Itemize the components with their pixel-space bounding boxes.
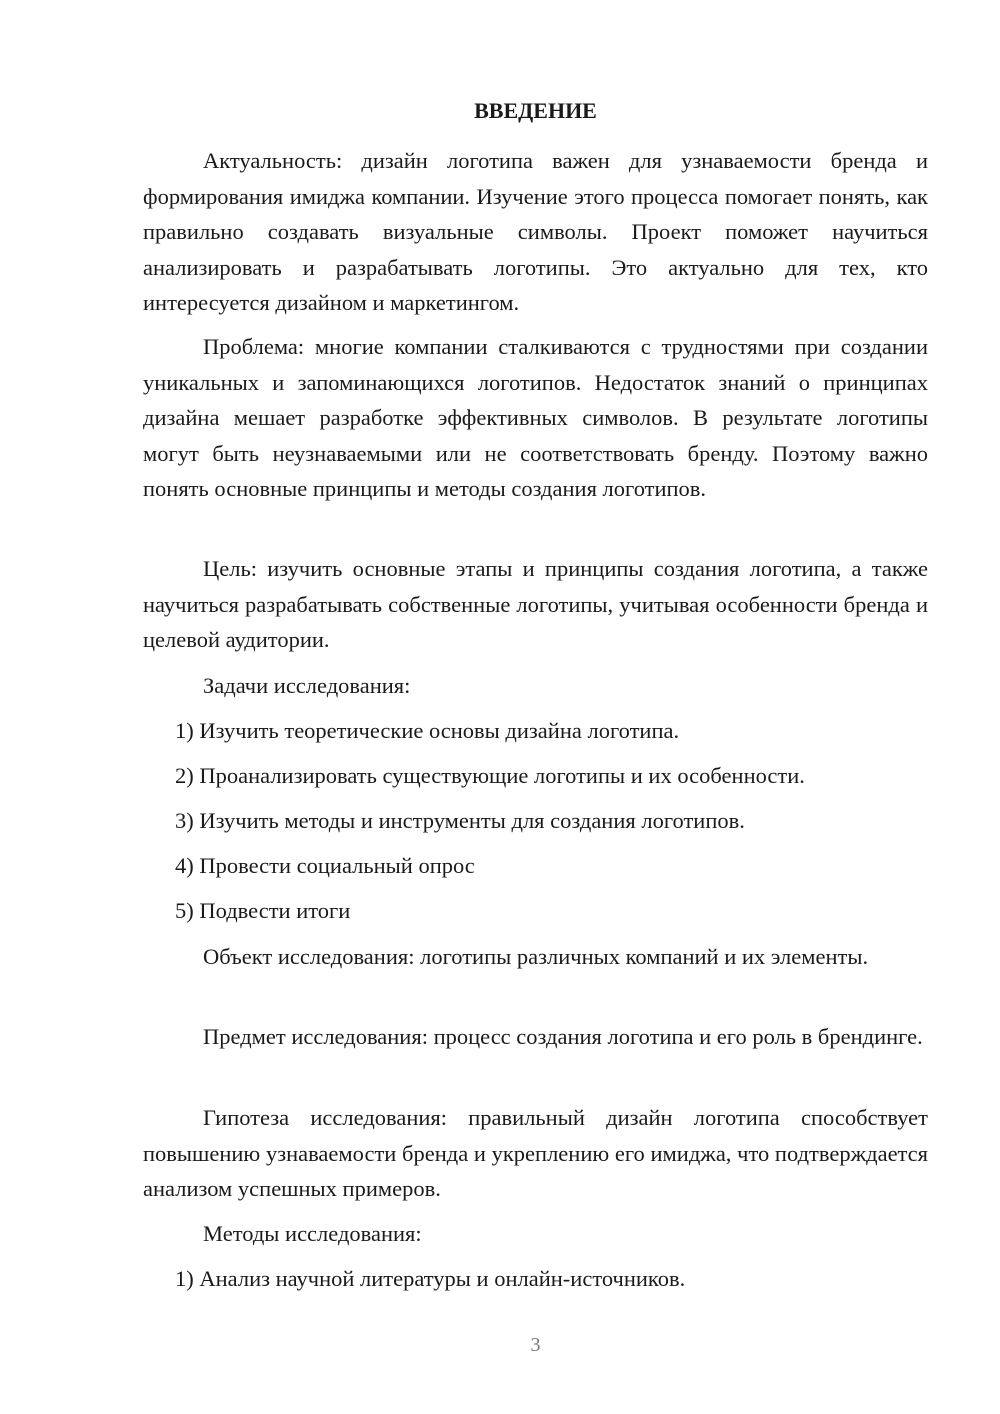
task-item: 4) Провести социальный опрос <box>175 853 475 878</box>
method-item: 1) Анализ научной литературы и онлайн-источников. <box>175 1266 686 1291</box>
problem-paragraph: Проблема: многие компании сталкиваются с трудностями при создании уникальных и запоминающихся логотипов. Недостаток знаний о принципах дизайна мешает разработке эффективных символов. В результате логотипы могут быть неузнаваемыми или не соответствовать бренду. Поэтому важно понять основные принципы и методы создания логотипов. <box>143 334 928 501</box>
hypothesis-paragraph: Гипотеза исследования: правильный дизайн логотипа способствует повышению узнаваемости бренда и укреплению его имиджа, что подтверждается анализом успешных примеров. <box>143 1105 928 1201</box>
goal-paragraph: Цель: изучить основные этапы и принципы создания логотипа, а также научиться разрабатывать собственные логотипы, учитывая особенности бренда и целевой аудитории. <box>143 556 928 652</box>
document-page <box>143 0 928 1414</box>
tasks-heading: Задачи исследования: <box>203 673 411 698</box>
subject-paragraph: Предмет исследования: процесс создания логотипа и его роль в брендинге. <box>203 1024 923 1049</box>
methods-heading: Методы исследования: <box>203 1221 422 1246</box>
relevance-paragraph: Актуальность: дизайн логотипа важен для узнаваемости бренда и формирования имиджа компании. Изучение этого процесса помогает понять, как правильно создавать визуальные символы. Проект поможет научиться анализировать и разрабатывать логотипы. Это актуально для тех, кто интересуется дизайном и маркетингом. <box>143 148 928 315</box>
page-title: ВВЕДЕНИЕ <box>474 98 597 123</box>
task-item: 1) Изучить теоретические основы дизайна логотипа. <box>175 718 680 743</box>
task-item: 5) Подвести итоги <box>175 898 351 923</box>
task-item: 3) Изучить методы и инструменты для создания логотипов. <box>175 808 745 833</box>
page-number: 3 <box>530 1334 541 1356</box>
task-item: 2) Проанализировать существующие логотипы и их особенности. <box>175 763 805 788</box>
object-paragraph: Объект исследования: логотипы различных компаний и их элементы. <box>203 944 869 969</box>
